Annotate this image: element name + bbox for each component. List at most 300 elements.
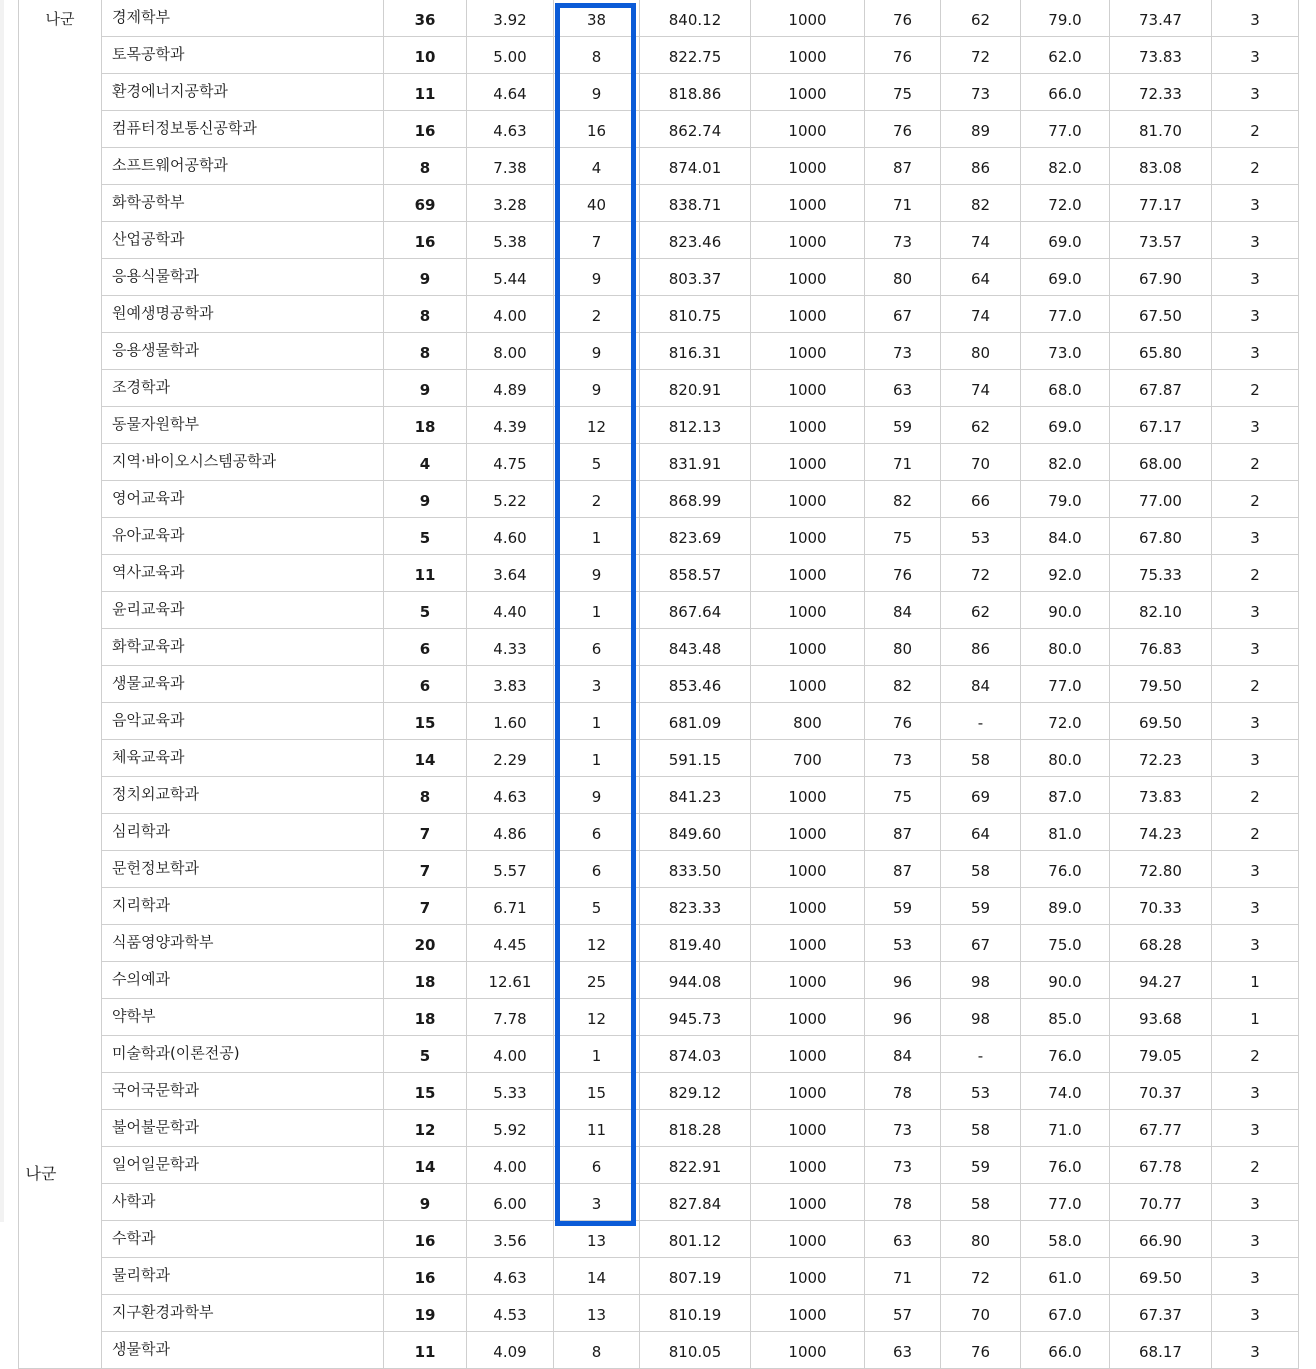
- value-cell: 72.33: [1110, 74, 1212, 111]
- value-cell: 77.17: [1110, 185, 1212, 222]
- value-cell: 1000: [751, 1036, 865, 1073]
- department-name-cell: 유아교육과: [102, 518, 384, 555]
- value-cell: 810.19: [640, 1295, 751, 1332]
- value-cell: 5.22: [467, 481, 554, 518]
- quota-cell: 19: [384, 1295, 467, 1332]
- value-cell: 81.70: [1110, 111, 1212, 148]
- value-cell: 4.39: [467, 407, 554, 444]
- value-cell: 700: [751, 740, 865, 777]
- value-cell: 1000: [751, 370, 865, 407]
- quota-cell: 7: [384, 814, 467, 851]
- value-cell: 72: [941, 555, 1021, 592]
- value-cell: 807.19: [640, 1258, 751, 1295]
- quota-cell: 11: [384, 1332, 467, 1369]
- table-row: [19, 444, 1299, 481]
- value-cell: 78: [865, 1073, 941, 1110]
- value-cell: 58.0: [1021, 1221, 1110, 1258]
- value-cell: 79.0: [1021, 481, 1110, 518]
- value-cell: 822.91: [640, 1147, 751, 1184]
- value-cell: 6: [554, 629, 640, 666]
- value-cell: 8: [554, 37, 640, 74]
- value-cell: 87: [865, 851, 941, 888]
- scroll-edge: [0, 0, 4, 1222]
- value-cell: 58: [941, 1110, 1021, 1147]
- value-cell: 1000: [751, 333, 865, 370]
- department-name-cell: 심리학과: [102, 814, 384, 851]
- value-cell: 681.09: [640, 703, 751, 740]
- table-row: [19, 1147, 1299, 1184]
- value-cell: 78: [865, 1184, 941, 1221]
- value-cell: 75: [865, 777, 941, 814]
- value-cell: 73.57: [1110, 222, 1212, 259]
- value-cell: 1.60: [467, 703, 554, 740]
- value-cell: 93.68: [1110, 999, 1212, 1036]
- value-cell: 98: [941, 999, 1021, 1036]
- value-cell: 75: [865, 518, 941, 555]
- value-cell: 1000: [751, 148, 865, 185]
- value-cell: 68.00: [1110, 444, 1212, 481]
- value-cell: 73.0: [1021, 333, 1110, 370]
- value-cell: 2: [1212, 370, 1299, 407]
- value-cell: 12: [554, 925, 640, 962]
- quota-cell: 18: [384, 962, 467, 999]
- table-row: [19, 999, 1299, 1036]
- value-cell: 12: [554, 407, 640, 444]
- value-cell: 1000: [751, 1332, 865, 1369]
- value-cell: 63: [865, 1221, 941, 1258]
- department-name-cell: 컴퓨터정보통신공학과: [102, 111, 384, 148]
- value-cell: 3: [1212, 333, 1299, 370]
- table-row: [19, 703, 1299, 740]
- department-name-cell: 응용식물학과: [102, 259, 384, 296]
- value-cell: 3.56: [467, 1221, 554, 1258]
- value-cell: 92.0: [1021, 555, 1110, 592]
- value-cell: 12.61: [467, 962, 554, 999]
- value-cell: 16: [554, 111, 640, 148]
- value-cell: 3: [1212, 1258, 1299, 1295]
- department-name-cell: 토목공학과: [102, 37, 384, 74]
- value-cell: 803.37: [640, 259, 751, 296]
- value-cell: 7: [554, 222, 640, 259]
- value-cell: 1000: [751, 74, 865, 111]
- value-cell: 65.80: [1110, 333, 1212, 370]
- department-name-cell: 미술학과(이론전공): [102, 1036, 384, 1073]
- value-cell: 1000: [751, 1184, 865, 1221]
- value-cell: 82.10: [1110, 592, 1212, 629]
- value-cell: 4.63: [467, 111, 554, 148]
- value-cell: 86: [941, 148, 1021, 185]
- value-cell: 4.53: [467, 1295, 554, 1332]
- value-cell: 87.0: [1021, 777, 1110, 814]
- value-cell: 862.74: [640, 111, 751, 148]
- value-cell: 1000: [751, 1221, 865, 1258]
- value-cell: 868.99: [640, 481, 751, 518]
- value-cell: 75: [865, 74, 941, 111]
- value-cell: 3: [1212, 703, 1299, 740]
- value-cell: 14: [554, 1258, 640, 1295]
- value-cell: 77.00: [1110, 481, 1212, 518]
- table-row: [19, 777, 1299, 814]
- department-name-cell: 지리학과: [102, 888, 384, 925]
- value-cell: 874.01: [640, 148, 751, 185]
- value-cell: 80: [865, 629, 941, 666]
- value-cell: 1000: [751, 518, 865, 555]
- value-cell: 77.0: [1021, 1184, 1110, 1221]
- table-row: [19, 111, 1299, 148]
- value-cell: 58: [941, 1184, 1021, 1221]
- value-cell: 82: [941, 185, 1021, 222]
- value-cell: 64: [941, 814, 1021, 851]
- table-row: [19, 740, 1299, 777]
- quota-cell: 8: [384, 296, 467, 333]
- value-cell: 67.90: [1110, 259, 1212, 296]
- value-cell: 1000: [751, 407, 865, 444]
- value-cell: 13: [554, 1295, 640, 1332]
- value-cell: 77.0: [1021, 111, 1110, 148]
- value-cell: 69.0: [1021, 259, 1110, 296]
- department-name-cell: 국어국문학과: [102, 1073, 384, 1110]
- value-cell: 66.90: [1110, 1221, 1212, 1258]
- table-row: [19, 925, 1299, 962]
- table-row: [19, 1110, 1299, 1147]
- value-cell: 1000: [751, 0, 865, 37]
- value-cell: 1000: [751, 37, 865, 74]
- value-cell: -: [941, 1036, 1021, 1073]
- quota-cell: 7: [384, 888, 467, 925]
- table-row: [19, 1073, 1299, 1110]
- value-cell: 71: [865, 1258, 941, 1295]
- department-name-cell: 윤리교육과: [102, 592, 384, 629]
- value-cell: 76: [865, 37, 941, 74]
- table-row: [19, 962, 1299, 999]
- value-cell: 73.83: [1110, 37, 1212, 74]
- value-cell: 1000: [751, 185, 865, 222]
- value-cell: 9: [554, 333, 640, 370]
- value-cell: 72.0: [1021, 703, 1110, 740]
- quota-cell: 14: [384, 740, 467, 777]
- value-cell: 61.0: [1021, 1258, 1110, 1295]
- department-name-cell: 불어불문학과: [102, 1110, 384, 1147]
- value-cell: 76.0: [1021, 1036, 1110, 1073]
- value-cell: 3: [1212, 407, 1299, 444]
- value-cell: 2: [554, 296, 640, 333]
- value-cell: 67.78: [1110, 1147, 1212, 1184]
- quota-cell: 7: [384, 851, 467, 888]
- value-cell: 7.78: [467, 999, 554, 1036]
- department-name-cell: 문헌정보학과: [102, 851, 384, 888]
- value-cell: 59: [865, 888, 941, 925]
- department-name-cell: 체육교육과: [102, 740, 384, 777]
- quota-cell: 16: [384, 1221, 467, 1258]
- value-cell: 70: [941, 1295, 1021, 1332]
- value-cell: 3: [1212, 37, 1299, 74]
- value-cell: 853.46: [640, 666, 751, 703]
- value-cell: 818.28: [640, 1110, 751, 1147]
- value-cell: 82: [865, 481, 941, 518]
- table-row: [19, 222, 1299, 259]
- value-cell: 823.69: [640, 518, 751, 555]
- value-cell: 4.33: [467, 629, 554, 666]
- value-cell: 2.29: [467, 740, 554, 777]
- value-cell: 1: [554, 518, 640, 555]
- value-cell: 73: [865, 740, 941, 777]
- value-cell: 2: [1212, 111, 1299, 148]
- value-cell: 4.64: [467, 74, 554, 111]
- table-row: [19, 1332, 1299, 1369]
- value-cell: 69.0: [1021, 407, 1110, 444]
- value-cell: 64: [941, 259, 1021, 296]
- value-cell: 69.0: [1021, 222, 1110, 259]
- department-name-cell: 영어교육과: [102, 481, 384, 518]
- value-cell: 89.0: [1021, 888, 1110, 925]
- value-cell: 74: [941, 222, 1021, 259]
- table-row: [19, 1295, 1299, 1332]
- value-cell: 6: [554, 814, 640, 851]
- table-row: [19, 185, 1299, 222]
- value-cell: 1000: [751, 259, 865, 296]
- value-cell: 67.80: [1110, 518, 1212, 555]
- value-cell: 70.37: [1110, 1073, 1212, 1110]
- value-cell: 823.46: [640, 222, 751, 259]
- quota-cell: 6: [384, 629, 467, 666]
- value-cell: 4.89: [467, 370, 554, 407]
- value-cell: 75.0: [1021, 925, 1110, 962]
- value-cell: 820.91: [640, 370, 751, 407]
- value-cell: 69: [941, 777, 1021, 814]
- value-cell: 68.17: [1110, 1332, 1212, 1369]
- value-cell: 98: [941, 962, 1021, 999]
- value-cell: 5: [554, 444, 640, 481]
- value-cell: 9: [554, 370, 640, 407]
- value-cell: 84: [941, 666, 1021, 703]
- value-cell: 1000: [751, 1295, 865, 1332]
- value-cell: 8: [554, 1332, 640, 1369]
- table-row: [19, 37, 1299, 74]
- department-name-cell: 역사교육과: [102, 555, 384, 592]
- value-cell: 944.08: [640, 962, 751, 999]
- value-cell: 2: [1212, 777, 1299, 814]
- table-body: [19, 0, 1299, 1369]
- department-name-cell: 사학과: [102, 1184, 384, 1221]
- value-cell: 59: [865, 407, 941, 444]
- value-cell: 75.33: [1110, 555, 1212, 592]
- value-cell: 6.71: [467, 888, 554, 925]
- department-name-cell: 지구환경과학부: [102, 1295, 384, 1332]
- value-cell: 3: [1212, 629, 1299, 666]
- quota-cell: 8: [384, 148, 467, 185]
- value-cell: 71: [865, 444, 941, 481]
- value-cell: 838.71: [640, 185, 751, 222]
- table-row: [19, 1258, 1299, 1295]
- value-cell: 68.28: [1110, 925, 1212, 962]
- value-cell: 90.0: [1021, 962, 1110, 999]
- value-cell: 80: [941, 333, 1021, 370]
- value-cell: 76: [865, 555, 941, 592]
- value-cell: 4.45: [467, 925, 554, 962]
- admission-results-table: [18, 0, 1299, 1369]
- department-name-cell: 환경에너지공학과: [102, 74, 384, 111]
- value-cell: 72: [941, 37, 1021, 74]
- department-name-cell: 정치외교학과: [102, 777, 384, 814]
- value-cell: 4.00: [467, 296, 554, 333]
- value-cell: 72.23: [1110, 740, 1212, 777]
- department-name-cell: 화학교육과: [102, 629, 384, 666]
- value-cell: 3: [1212, 74, 1299, 111]
- value-cell: 82.0: [1021, 444, 1110, 481]
- value-cell: 4.60: [467, 518, 554, 555]
- value-cell: 62.0: [1021, 37, 1110, 74]
- value-cell: 1000: [751, 1258, 865, 1295]
- quota-cell: 15: [384, 1073, 467, 1110]
- quota-cell: 11: [384, 555, 467, 592]
- quota-cell: 16: [384, 222, 467, 259]
- value-cell: 3: [554, 1184, 640, 1221]
- department-name-cell: 원예생명공학과: [102, 296, 384, 333]
- value-cell: 3: [1212, 740, 1299, 777]
- value-cell: 1000: [751, 296, 865, 333]
- value-cell: 15: [554, 1073, 640, 1110]
- value-cell: 94.27: [1110, 962, 1212, 999]
- table-row: [19, 555, 1299, 592]
- value-cell: 1000: [751, 999, 865, 1036]
- value-cell: 72.0: [1021, 185, 1110, 222]
- department-name-cell: 화학공학부: [102, 185, 384, 222]
- value-cell: 82: [865, 666, 941, 703]
- value-cell: 4.86: [467, 814, 554, 851]
- value-cell: 3.64: [467, 555, 554, 592]
- table-row: [19, 296, 1299, 333]
- value-cell: 1000: [751, 814, 865, 851]
- value-cell: 2: [1212, 1036, 1299, 1073]
- value-cell: 79.50: [1110, 666, 1212, 703]
- value-cell: 2: [1212, 814, 1299, 851]
- table-row: [19, 333, 1299, 370]
- value-cell: 90.0: [1021, 592, 1110, 629]
- value-cell: 76: [941, 1332, 1021, 1369]
- value-cell: 4.63: [467, 1258, 554, 1295]
- value-cell: 6: [554, 851, 640, 888]
- value-cell: 2: [1212, 1147, 1299, 1184]
- table-row: [19, 0, 1299, 37]
- value-cell: 1000: [751, 481, 865, 518]
- value-cell: 591.15: [640, 740, 751, 777]
- value-cell: 66.0: [1021, 1332, 1110, 1369]
- value-cell: 67.17: [1110, 407, 1212, 444]
- value-cell: 3: [1212, 1110, 1299, 1147]
- department-name-cell: 지역·바이오시스템공학과: [102, 444, 384, 481]
- value-cell: 3: [1212, 296, 1299, 333]
- value-cell: 63: [865, 370, 941, 407]
- value-cell: 80.0: [1021, 629, 1110, 666]
- value-cell: 67.37: [1110, 1295, 1212, 1332]
- table-row: [19, 888, 1299, 925]
- value-cell: 82.0: [1021, 148, 1110, 185]
- value-cell: 87: [865, 148, 941, 185]
- quota-cell: 9: [384, 370, 467, 407]
- value-cell: 87: [865, 814, 941, 851]
- value-cell: 9: [554, 74, 640, 111]
- value-cell: 72.80: [1110, 851, 1212, 888]
- quota-cell: 18: [384, 407, 467, 444]
- table-row: [19, 592, 1299, 629]
- quota-cell: 16: [384, 1258, 467, 1295]
- value-cell: 823.33: [640, 888, 751, 925]
- department-name-cell: 생물학과: [102, 1332, 384, 1369]
- quota-cell: 5: [384, 592, 467, 629]
- value-cell: 1: [554, 592, 640, 629]
- value-cell: 1000: [751, 666, 865, 703]
- table-row: [19, 481, 1299, 518]
- value-cell: 3: [1212, 1221, 1299, 1258]
- value-cell: 12: [554, 999, 640, 1036]
- group-label-top: 나군: [45, 10, 75, 28]
- department-name-cell: 동물자원학부: [102, 407, 384, 444]
- value-cell: 1000: [751, 222, 865, 259]
- value-cell: 3: [1212, 888, 1299, 925]
- value-cell: 74.23: [1110, 814, 1212, 851]
- value-cell: 70.33: [1110, 888, 1212, 925]
- value-cell: 3: [1212, 1295, 1299, 1332]
- table-row: [19, 1184, 1299, 1221]
- value-cell: 1000: [751, 444, 865, 481]
- value-cell: 841.23: [640, 777, 751, 814]
- department-name-cell: 일어일문학과: [102, 1147, 384, 1184]
- value-cell: 3: [1212, 518, 1299, 555]
- value-cell: 71: [865, 185, 941, 222]
- value-cell: 833.50: [640, 851, 751, 888]
- value-cell: 84: [865, 592, 941, 629]
- quota-cell: 5: [384, 518, 467, 555]
- table-row: [19, 518, 1299, 555]
- value-cell: 2: [1212, 148, 1299, 185]
- value-cell: 3: [1212, 925, 1299, 962]
- value-cell: 831.91: [640, 444, 751, 481]
- value-cell: 7.38: [467, 148, 554, 185]
- quota-cell: 36: [384, 0, 467, 37]
- table-row: [19, 74, 1299, 111]
- quota-cell: 20: [384, 925, 467, 962]
- value-cell: 59: [941, 1147, 1021, 1184]
- table-row: [19, 407, 1299, 444]
- value-cell: 69.50: [1110, 703, 1212, 740]
- value-cell: 1000: [751, 888, 865, 925]
- quota-cell: 18: [384, 999, 467, 1036]
- value-cell: 1000: [751, 1110, 865, 1147]
- value-cell: 1000: [751, 1147, 865, 1184]
- value-cell: 79.05: [1110, 1036, 1212, 1073]
- table-row: [19, 1221, 1299, 1258]
- value-cell: 38: [554, 0, 640, 37]
- value-cell: 800: [751, 703, 865, 740]
- value-cell: 74.0: [1021, 1073, 1110, 1110]
- value-cell: 3: [1212, 1184, 1299, 1221]
- value-cell: 3: [1212, 0, 1299, 37]
- quota-cell: 10: [384, 37, 467, 74]
- value-cell: 816.31: [640, 333, 751, 370]
- value-cell: 1000: [751, 592, 865, 629]
- value-cell: 85.0: [1021, 999, 1110, 1036]
- value-cell: 5.38: [467, 222, 554, 259]
- value-cell: 801.12: [640, 1221, 751, 1258]
- value-cell: 71.0: [1021, 1110, 1110, 1147]
- value-cell: 3: [554, 666, 640, 703]
- value-cell: 819.40: [640, 925, 751, 962]
- value-cell: 4.63: [467, 777, 554, 814]
- value-cell: 81.0: [1021, 814, 1110, 851]
- value-cell: 62: [941, 0, 1021, 37]
- department-name-cell: 응용생물학과: [102, 333, 384, 370]
- value-cell: 6.00: [467, 1184, 554, 1221]
